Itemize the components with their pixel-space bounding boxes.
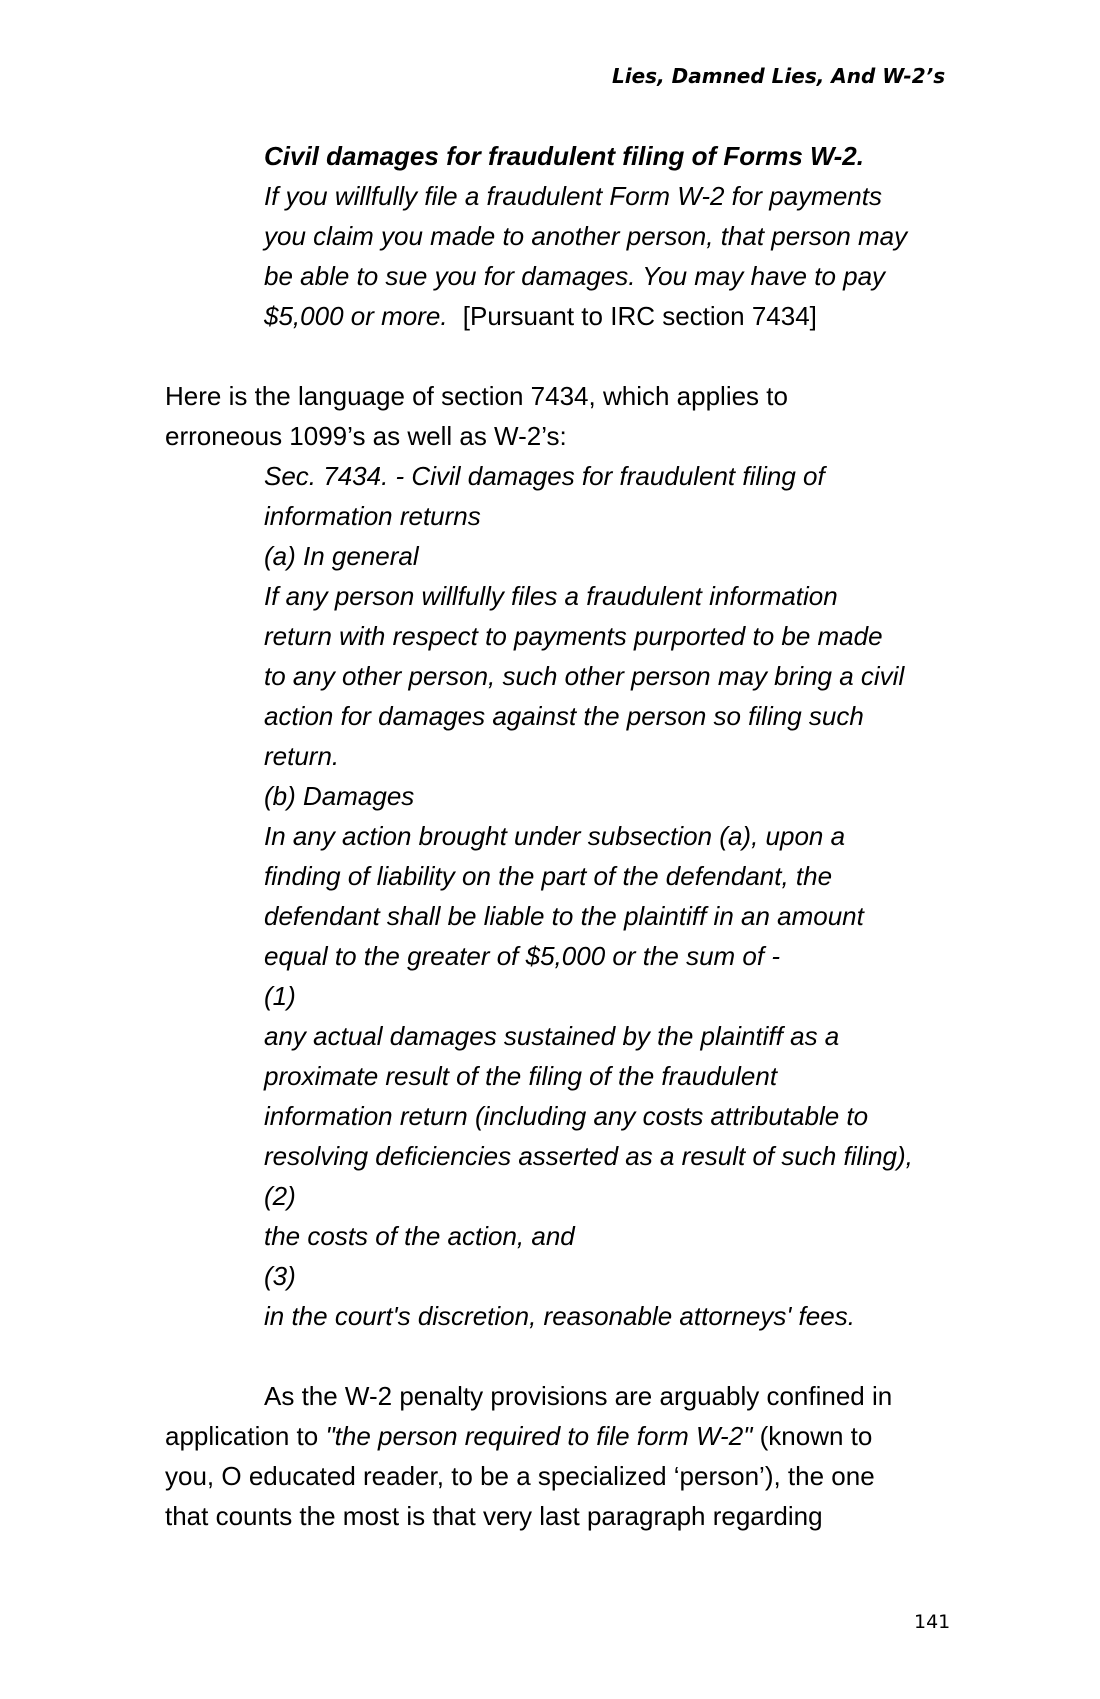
quoted-phrase: "the person required to file form W-2"	[325, 1421, 753, 1451]
statute-line: in the court's discretion, reasonable attorneys' fees.	[264, 1301, 855, 1331]
paragraph-line: erroneous 1099’s as well as W-2’s:	[165, 421, 567, 451]
paragraph-text: (known to	[752, 1421, 873, 1451]
page-number: 141	[914, 1611, 951, 1633]
block-quote-line	[264, 300, 817, 332]
paragraph-line	[165, 1420, 872, 1452]
paragraph-line: As the W-2 penalty provisions are arguably confined in	[264, 1381, 893, 1411]
statute-line: If any person willfully files a fraudulent information	[264, 581, 838, 611]
running-header: Lies, Damned Lies, And W-2’s	[612, 64, 946, 88]
statute-line: In any action brought under subsection (a), upon a	[264, 821, 846, 851]
statute-line: to any other person, such other person may bring a civil	[264, 661, 905, 691]
paragraph-text: application to	[165, 1421, 326, 1451]
statute-line: (a) In general	[264, 541, 419, 571]
paragraph-line: you, O educated reader, to be a specialized ‘person’), the one	[165, 1461, 875, 1491]
statute-line: information return (including any costs attributable to	[264, 1101, 869, 1131]
statute-line: return with respect to payments purported to be made	[264, 621, 883, 651]
statute-line: (3)	[264, 1261, 296, 1291]
paragraph-line: that counts the most is that very last paragraph regarding	[165, 1501, 823, 1531]
paragraph-line: Here is the language of section 7434, which applies to	[165, 381, 788, 411]
block-quote-line: If you willfully file a fraudulent Form W-2 for payments	[264, 181, 882, 211]
statute-line: (1)	[264, 981, 296, 1011]
block-quote-citation: [Pursuant to IRC section 7434]	[462, 301, 817, 331]
block-quote-heading: Civil damages for fraudulent filing of Forms W-2.	[264, 141, 864, 171]
statute-line: action for damages against the person so filing such	[264, 701, 864, 731]
statute-line: proximate result of the filing of the fraudulent	[264, 1061, 778, 1091]
statute-line: information returns	[264, 501, 481, 531]
statute-line: resolving deficiencies asserted as a result of such filing),	[264, 1141, 913, 1171]
statute-line: Sec. 7434. - Civil damages for fraudulent filing of	[264, 461, 825, 491]
statute-line: defendant shall be liable to the plaintiff in an amount	[264, 901, 864, 931]
statute-line: equal to the greater of $5,000 or the sum of -	[264, 941, 780, 971]
block-quote-amount: $5,000 or more.	[264, 301, 448, 331]
statute-line: return.	[264, 741, 340, 771]
block-quote-line: be able to sue you for damages. You may have to pay	[264, 261, 886, 291]
statute-line: (2)	[264, 1181, 296, 1211]
statute-line: any actual damages sustained by the plaintiff as a	[264, 1021, 840, 1051]
statute-line: finding of liability on the part of the defendant, the	[264, 861, 833, 891]
statute-line: the costs of the action, and	[264, 1221, 575, 1251]
block-quote-line: you claim you made to another person, that person may	[264, 221, 908, 251]
statute-line: (b) Damages	[264, 781, 415, 811]
